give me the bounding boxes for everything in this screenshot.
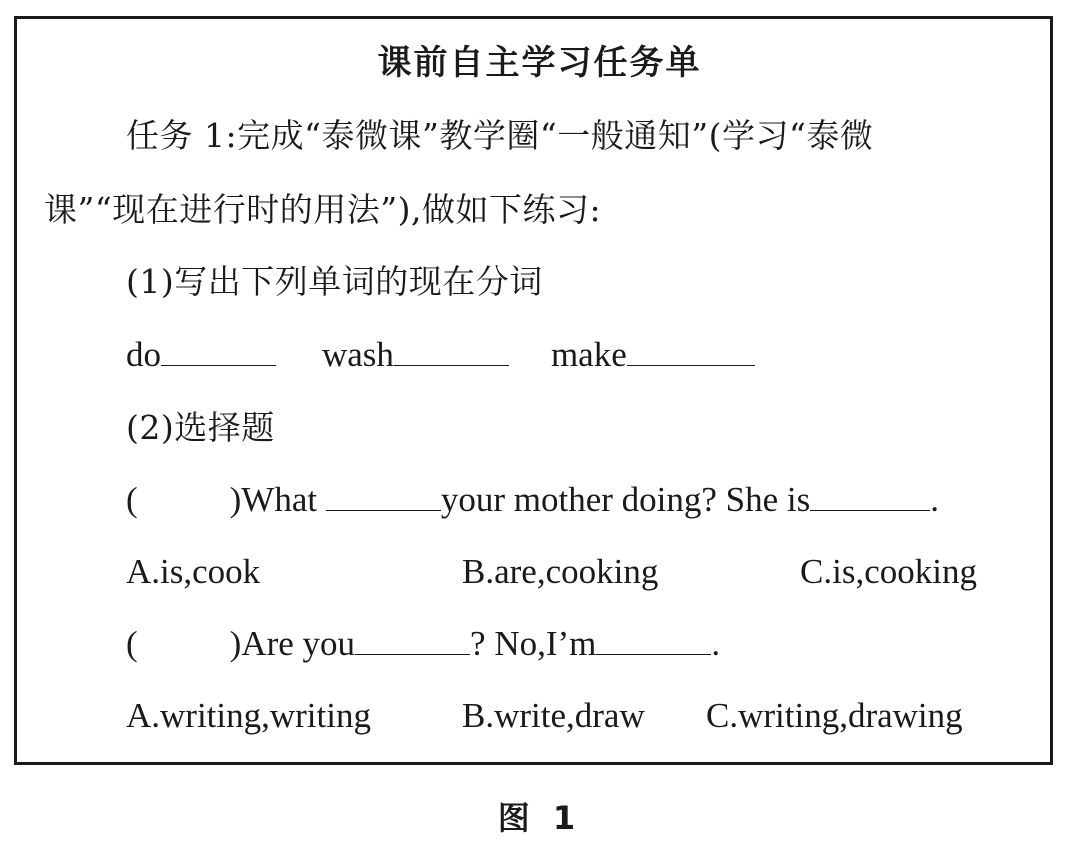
part2-heading: (2)选择题: [126, 408, 275, 447]
q2-blank-1[interactable]: [355, 624, 470, 655]
answer-blank-make[interactable]: [627, 335, 755, 366]
part1-words-row: [126, 335, 755, 375]
word-wash: wash: [322, 335, 394, 374]
q2-option-b: B.write,draw: [462, 696, 645, 735]
q2-paren-open: (: [126, 624, 138, 663]
q1-blank-1[interactable]: [326, 480, 441, 511]
question-1: [126, 480, 939, 520]
q2-option-c: C.writing,drawing: [706, 696, 963, 735]
q1-option-c: C.is,cooking: [800, 552, 977, 591]
q1-option-b: B.are,cooking: [462, 552, 659, 591]
question-2: [126, 624, 720, 664]
word-make: make: [550, 335, 627, 374]
q2-option-a: A.writing,writing: [126, 696, 371, 735]
sheet-title: 课前自主学习任务单: [377, 43, 702, 83]
q1-stem-start: )What: [229, 480, 318, 519]
task1-line1: 任务 1:完成“泰微课”教学圈“一般通知”(学习“泰微: [126, 116, 874, 155]
q2-stem-start: )Are you: [229, 624, 356, 663]
answer-blank-do[interactable]: [161, 335, 276, 366]
q2-stem-end: .: [711, 624, 721, 663]
part1-heading: (1)写出下列单词的现在分词: [126, 262, 543, 301]
q1-paren-open: (: [126, 480, 138, 519]
figure-caption: 图 1: [497, 799, 582, 837]
q1-blank-2[interactable]: [810, 480, 930, 511]
q2-stem-mid: ? No,I’m: [470, 624, 597, 663]
q2-blank-2[interactable]: [596, 624, 711, 655]
task1-line2: 课”“现在进行时的用法”),做如下练习:: [44, 190, 602, 229]
word-do: do: [126, 335, 161, 374]
q1-option-a: A.is,cook: [126, 552, 261, 591]
answer-blank-wash[interactable]: [394, 335, 509, 366]
q1-stem-end: .: [930, 480, 940, 519]
q1-stem-mid: your mother doing? She is: [440, 480, 811, 519]
